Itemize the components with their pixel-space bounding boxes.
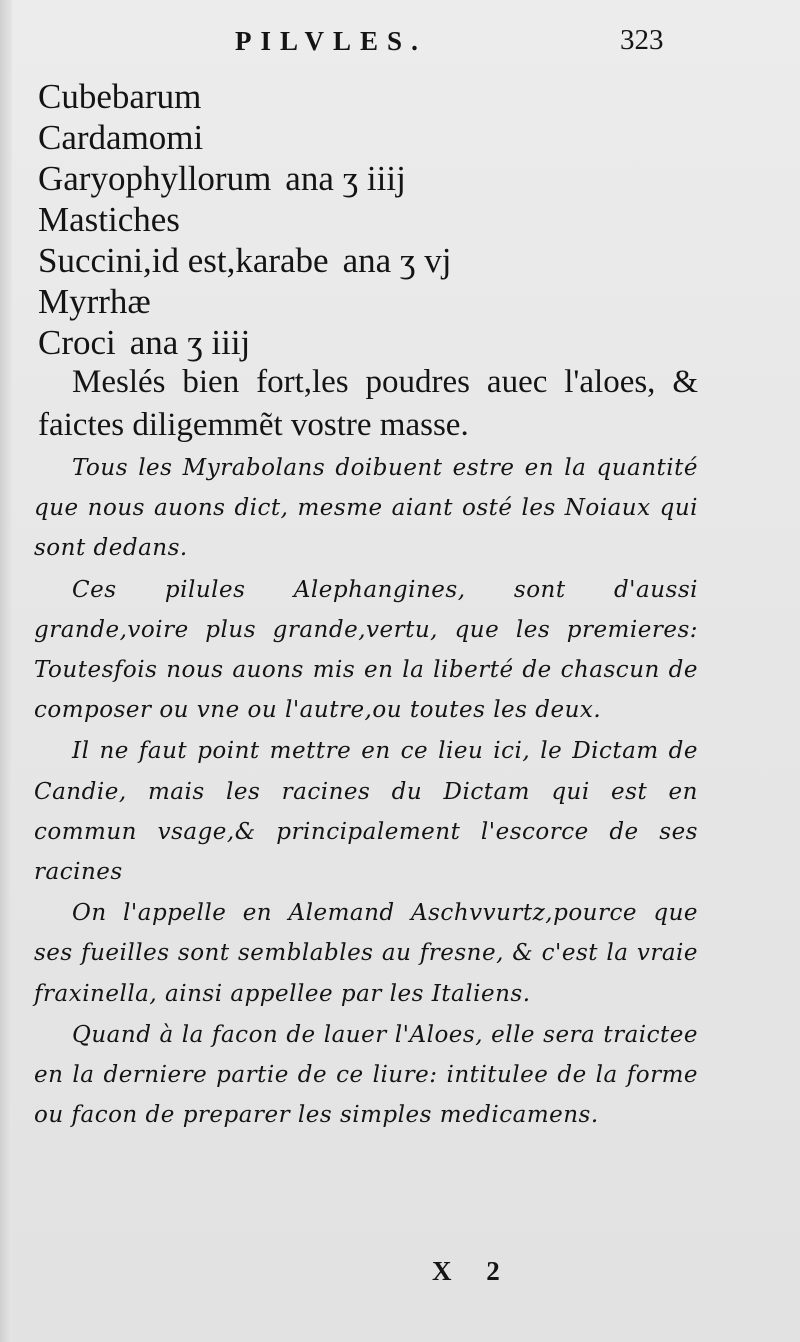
note-paragraph: Il ne faut point mettre en ce lieu ici, le Dictam de Candie, mais les racines du Dictam qui est en commun vsage,& principalement l'escorce de ses racines xyxy=(34,738,698,886)
ingredient-quantity: ana ʒ iiij xyxy=(285,159,406,198)
ingredient-quantity: ana ʒ vj xyxy=(342,241,452,280)
ingredient-name: Cardamomi xyxy=(38,118,204,157)
ingredient-quantity: ana ʒ iiij xyxy=(129,323,251,362)
ingredient-name: Myrrhæ xyxy=(38,282,151,321)
signature-mark: X 2 xyxy=(432,1256,514,1286)
page-header xyxy=(0,22,800,62)
ingredient-name: Mastiches xyxy=(38,200,180,239)
ingredient-name: Cubebarum xyxy=(38,77,202,116)
recipe-list xyxy=(38,76,778,363)
recipe-item xyxy=(38,281,778,322)
notes-section xyxy=(34,448,698,1136)
recipe-item xyxy=(38,76,778,117)
recipe-item xyxy=(38,158,778,199)
page-number: 323 xyxy=(620,24,664,56)
page-edge xyxy=(0,0,12,1342)
ingredient-name: Garyophyllorum xyxy=(38,159,272,198)
ingredient-name: Succini,id est,karabe xyxy=(38,241,329,280)
note-paragraph: Ces pilules Alephangines, sont d'aussi grande,voire plus grande,vertu, que les premieres: Toutesfois nous auons mis en la liberté de chascun de composer ou vne ou l'autre,ou toutes les deux. xyxy=(34,576,698,724)
recipe-item xyxy=(38,240,778,281)
note-paragraph: Quand à la facon de lauer l'Aloes, elle sera traictee en la derniere partie de ce liure: intitulee de la forme ou facon de preparer les simples medicamens. xyxy=(34,1021,698,1129)
note-paragraph: Tous les Myrabolans doibuent estre en la quantité que nous auons dict, mesme aiant osté les Noiaux qui sont dedans. xyxy=(34,455,698,562)
ingredient-name: Croci xyxy=(38,323,116,362)
running-head: PILVLES. xyxy=(235,26,427,56)
instruction-paragraph: Meslés bien fort,les poudres auec l'aloes, & faictes diligemmẽt vostre masse. xyxy=(38,364,698,443)
recipe-item xyxy=(38,117,778,158)
recipe-item xyxy=(38,199,778,240)
recipe-item xyxy=(38,322,778,363)
note-paragraph: On l'appelle en Alemand Aschvvurtz,pource que ses fueilles sont semblables au fresne, & c'est la vraie fraxinella, ainsi appellee par les Italiens. xyxy=(34,900,698,1007)
